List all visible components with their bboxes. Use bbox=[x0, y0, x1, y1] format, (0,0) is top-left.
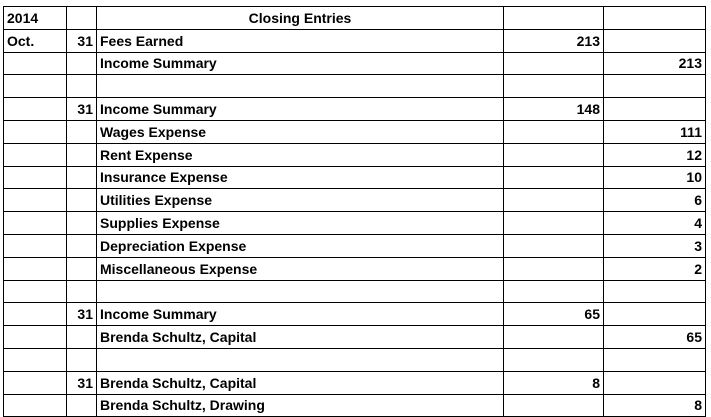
credit-amount: 3 bbox=[604, 234, 706, 257]
credit-amount: 6 bbox=[604, 189, 706, 212]
day-header-cell bbox=[67, 7, 97, 30]
table-row bbox=[4, 189, 706, 212]
debit-account: Income Summary bbox=[97, 98, 504, 121]
table-row bbox=[4, 98, 706, 121]
debit-account: Income Summary bbox=[97, 303, 504, 326]
credit-amount: 8 bbox=[604, 394, 706, 417]
credit-amount: 10 bbox=[604, 166, 706, 189]
blank-row bbox=[4, 75, 706, 98]
table-row bbox=[4, 234, 706, 257]
blank-row bbox=[4, 280, 706, 303]
credit-amount: 111 bbox=[604, 120, 706, 143]
credit-account: Wages Expense bbox=[97, 120, 504, 143]
blank-row bbox=[4, 348, 706, 371]
day-cell: 31 bbox=[67, 303, 97, 326]
debit-amount: 213 bbox=[504, 29, 604, 52]
table-row bbox=[4, 326, 706, 349]
debit-account: Fees Earned bbox=[97, 29, 504, 52]
credit-account: Brenda Schultz, Drawing bbox=[97, 394, 504, 417]
credit-amount: 65 bbox=[604, 326, 706, 349]
debit-amount: 148 bbox=[504, 98, 604, 121]
credit-account: Utilities Expense bbox=[97, 189, 504, 212]
debit-amount: 8 bbox=[504, 371, 604, 394]
table-row bbox=[4, 120, 706, 143]
credit-amount: 213 bbox=[604, 52, 706, 75]
credit-account: Insurance Expense bbox=[97, 166, 504, 189]
credit-amount-empty bbox=[604, 29, 706, 52]
credit-account: Miscellaneous Expense bbox=[97, 257, 504, 280]
table-row bbox=[4, 143, 706, 166]
credit-account: Income Summary bbox=[97, 52, 504, 75]
closing-entries-journal bbox=[3, 6, 706, 417]
debit-amount: 65 bbox=[504, 303, 604, 326]
credit-amount: 12 bbox=[604, 143, 706, 166]
credit-amount: 4 bbox=[604, 212, 706, 235]
table-row bbox=[4, 394, 706, 417]
table-row bbox=[4, 303, 706, 326]
credit-account: Rent Expense bbox=[97, 143, 504, 166]
journal-header-row bbox=[4, 7, 706, 30]
debit-header-cell bbox=[504, 7, 604, 30]
table-row bbox=[4, 257, 706, 280]
month-cell: Oct. bbox=[4, 29, 67, 52]
day-cell: 31 bbox=[67, 98, 97, 121]
table-row bbox=[4, 52, 706, 75]
debit-account: Brenda Schultz, Capital bbox=[97, 371, 504, 394]
credit-account: Depreciation Expense bbox=[97, 234, 504, 257]
table-row bbox=[4, 166, 706, 189]
credit-account: Brenda Schultz, Capital bbox=[97, 326, 504, 349]
credit-header-cell bbox=[604, 7, 706, 30]
table-row bbox=[4, 29, 706, 52]
credit-account: Supplies Expense bbox=[97, 212, 504, 235]
day-cell: 31 bbox=[67, 371, 97, 394]
credit-amount: 2 bbox=[604, 257, 706, 280]
journal-title: Closing Entries bbox=[97, 7, 504, 30]
year-cell: 2014 bbox=[4, 7, 67, 30]
table-row bbox=[4, 212, 706, 235]
table-row bbox=[4, 371, 706, 394]
day-cell: 31 bbox=[67, 29, 97, 52]
